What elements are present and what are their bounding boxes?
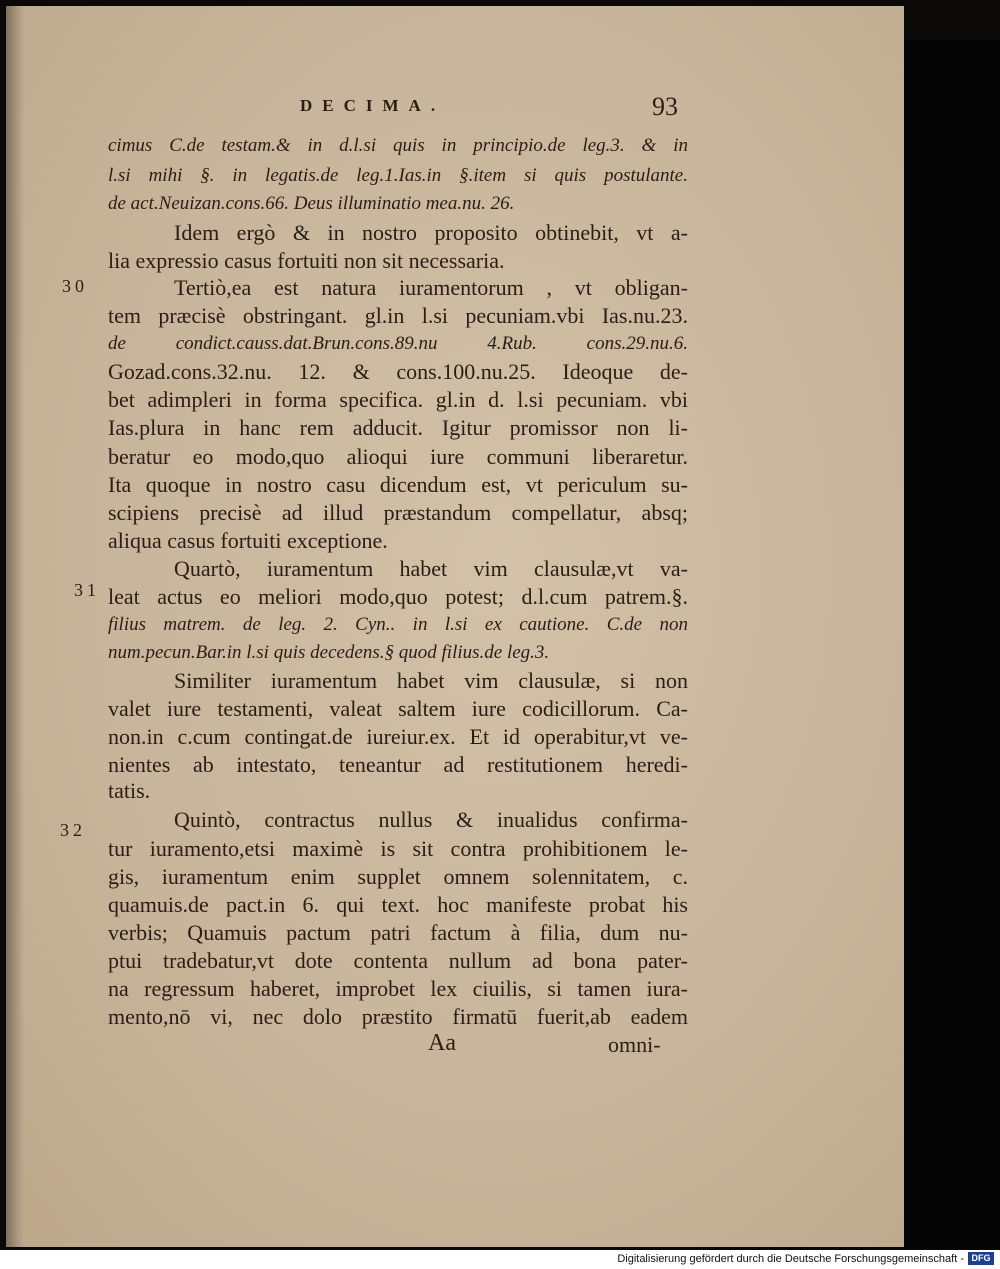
text-line: Quintò, contractus nullus & inualidus confirma- [174,807,688,832]
text-line: num.pecun.Bar.in l.si quis decedens.§ quod filius.de leg.3. [108,642,550,663]
text-line: Ita quoque in nostro casu dicendum est, vt periculum su- [108,472,688,497]
margin-number: 30 [62,276,88,296]
scan-background [904,40,1000,1249]
catchword: omni- [608,1032,661,1057]
text-line: Idem ergò & in nostro proposito obtinebit, vt a- [174,220,688,245]
page-number: 93 [652,92,678,121]
text-line: tur iuramento,etsi maximè is sit contra prohibitionem le- [108,836,688,861]
text-line: na regressum haberet, improbet lex ciuilis, si tamen iura- [108,976,688,1001]
page-gutter [6,6,24,1247]
dfg-logo: DFG [968,1252,994,1265]
text-line: l.si mihi §. in legatis.de leg.1.Ias.in §.item si quis postulante. [108,165,688,186]
text-line: tem præcisè obstringant. gl.in l.si pecuniam.vbi Ias.nu.23. [108,303,688,328]
signature-mark: Aa [428,1030,456,1056]
text-line: Tertiò,ea est natura iuramentorum , vt obligan- [174,275,688,300]
text-line: Ias.plura in hanc rem adducit. Igitur promissor non li- [108,415,688,440]
text-line: de condict.causs.dat.Brun.cons.89.nu 4.Rub. cons.29.nu.6. [108,333,688,354]
text-line: valet iure testamenti, valeat saltem iure codicillorum. Ca- [108,696,688,721]
text-line: Similiter iuramentum habet vim clausulæ, si non [174,668,688,693]
text-line: nientes ab intestato, teneantur ad restitutionem heredi- [108,752,688,777]
text-line: Gozad.cons.32.nu. 12. & cons.100.nu.25. Ideoque de- [108,359,688,384]
text-line: scipiens precisè ad illud præstandum compellatur, absq; [108,500,688,525]
text-line: quamuis.de pact.in 6. qui text. hoc manifeste probat his [108,892,688,917]
text-line: verbis; Quamuis pactum patri factum à filia, dum nu- [108,920,688,945]
text-line: de act.Neuizan.cons.66. Deus illuminatio mea.nu. 26. [108,193,515,214]
margin-number: 32 [60,820,86,840]
text-line: tatis. [108,778,151,803]
text-line: Quartò, iuramentum habet vim clausulæ,vt va- [174,556,688,581]
running-head: DECIMA. [300,96,446,115]
text-line: cimus C.de testam.& in d.l.si quis in principio.de leg.3. & in [108,135,688,156]
text-line: beratur eo modo,quo alioqui iure communi liberaretur. [108,444,688,469]
footer-credit: Digitalisierung gefördert durch die Deutsche Forschungsgemeinschaft - [617,1253,964,1265]
text-line: filius matrem. de leg. 2. Cyn.. in l.si ex cautione. C.de non [108,614,688,635]
text-line: lia expressio casus fortuiti non sit necessaria. [108,248,505,273]
text-line: non.in c.cum contingat.de iureiur.ex. Et id operabitur,vt ve- [108,724,688,749]
margin-number: 31 [74,580,100,600]
text-line: mento,nō vi, nec dolo præstito firmatū fuerit,ab eadem [108,1004,688,1029]
text-line: gis, iuramentum enim supplet omnem solennitatem, c. [108,864,688,889]
text-line: leat actus eo meliori modo,quo potest; d.l.cum patrem.§. [108,584,688,609]
text-line: ptui tradebatur,vt dote contenta nullum ad bona pater- [108,948,688,973]
text-line: aliqua casus fortuiti exceptione. [108,528,388,553]
text-line: bet adimpleri in forma specifica. gl.in d. l.si pecuniam. vbi [108,387,688,412]
